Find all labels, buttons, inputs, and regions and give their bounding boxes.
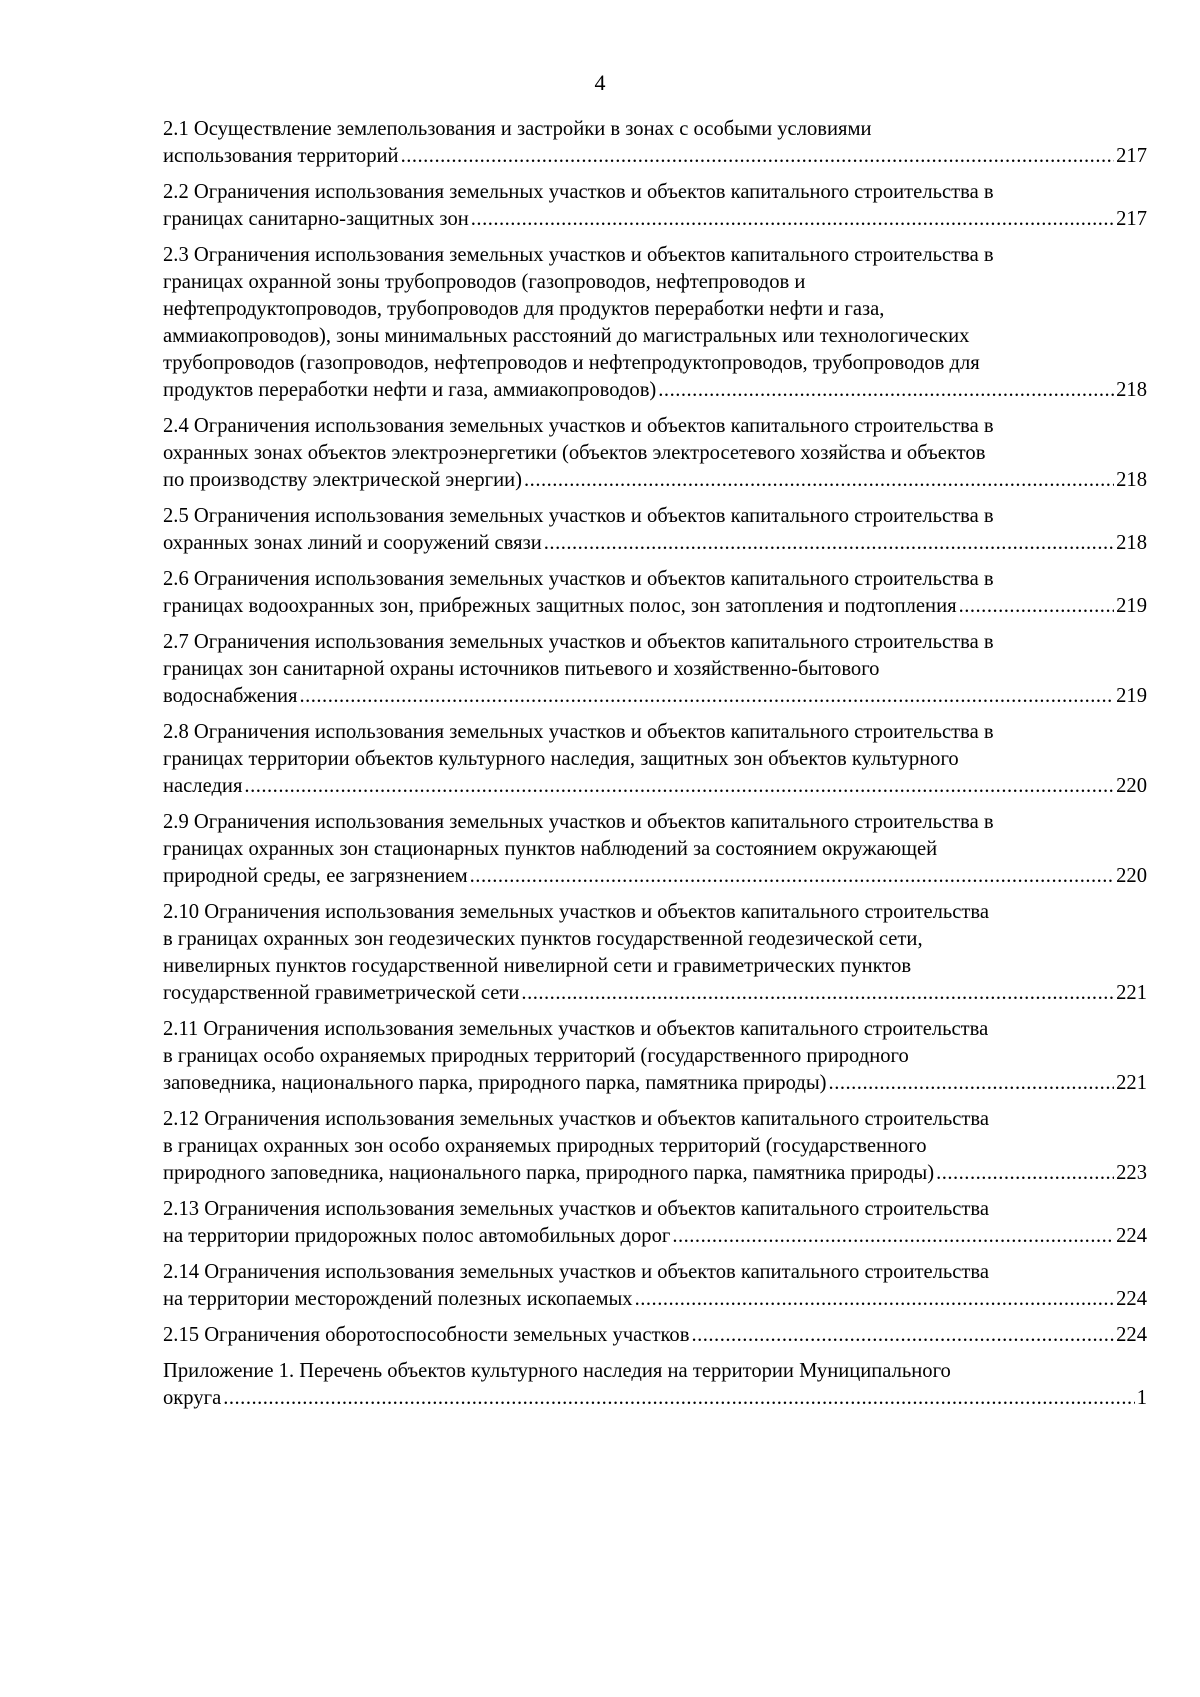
toc-entry-line: 2.8 Ограничения использования земельных участков и объектов капитального строительства в bbox=[163, 721, 994, 743]
toc-entry-text: на территории придорожных полос автомобильных дорог bbox=[163, 1225, 671, 1247]
dot-leader bbox=[658, 377, 1114, 404]
toc-entry[interactable] bbox=[163, 809, 1147, 890]
dot-leader bbox=[936, 1160, 1114, 1187]
toc-page-number: 224 bbox=[1116, 1288, 1147, 1310]
toc-page-number: 218 bbox=[1116, 532, 1147, 554]
toc-page-number: 219 bbox=[1116, 595, 1147, 617]
toc-entry-line: нефтепродуктопроводов, трубопроводов для продуктов переработки нефти и газа, bbox=[163, 298, 885, 320]
dot-leader bbox=[521, 980, 1114, 1007]
dot-leader bbox=[299, 683, 1114, 710]
toc-entry-line: охранных зонах объектов электроэнергетики (объектов электросетевого хозяйства и объектов bbox=[163, 442, 986, 464]
dot-leader bbox=[470, 863, 1114, 890]
toc-entry-text: государственной гравиметрической сети bbox=[163, 982, 520, 1004]
dot-leader bbox=[401, 143, 1115, 170]
toc-entry-last-line bbox=[163, 1322, 1147, 1349]
dot-leader bbox=[635, 1286, 1115, 1313]
toc-entry-text: заповедника, национального парка, природного парка, памятника природы) bbox=[163, 1072, 827, 1094]
toc-entry-last-line bbox=[163, 1160, 1147, 1187]
toc-entry-line: границах территории объектов культурного наследия, защитных зон объектов культурного bbox=[163, 748, 959, 770]
toc-page-number: 217 bbox=[1116, 208, 1147, 230]
toc-page-number: 220 bbox=[1116, 865, 1147, 887]
toc-entry-last-line bbox=[163, 1385, 1147, 1412]
toc-entry-last-line bbox=[163, 1223, 1147, 1250]
toc-page-number: 221 bbox=[1116, 982, 1147, 1004]
dot-leader bbox=[829, 1070, 1115, 1097]
toc-page-number: 218 bbox=[1116, 469, 1147, 491]
toc-entry[interactable] bbox=[163, 1106, 1147, 1187]
toc-entry-last-line bbox=[163, 683, 1147, 710]
toc-entry-last-line bbox=[163, 530, 1147, 557]
toc-entry[interactable] bbox=[163, 503, 1147, 557]
dot-leader bbox=[544, 530, 1114, 557]
toc-entry-text: наследия bbox=[163, 775, 243, 797]
toc-entry[interactable] bbox=[163, 1322, 1147, 1349]
toc-entry[interactable] bbox=[163, 1016, 1147, 1097]
toc-entry-line: 2.10 Ограничения использования земельных участков и объектов капитального строительства bbox=[163, 901, 990, 923]
toc-entry-line: аммиакопроводов), зоны минимальных расстояний до магистральных или технологических bbox=[163, 325, 970, 347]
dot-leader bbox=[959, 593, 1115, 620]
toc-entry[interactable] bbox=[163, 899, 1147, 1007]
toc-entry-text: округа bbox=[163, 1387, 222, 1409]
toc-entry-line: нивелирных пунктов государственной нивелирной сети и гравиметрических пунктов bbox=[163, 955, 912, 977]
table-of-contents bbox=[163, 116, 1147, 1421]
toc-entry[interactable] bbox=[163, 242, 1147, 404]
toc-entry-text: продуктов переработки нефти и газа, аммиакопроводов) bbox=[163, 379, 657, 401]
toc-entry-text: границах водоохранных зон, прибрежных защитных полос, зон затопления и подтопления bbox=[163, 595, 957, 617]
toc-entry-line: границах охранных зон стационарных пунктов наблюдений за состоянием окружающей bbox=[163, 838, 938, 860]
toc-entry[interactable] bbox=[163, 1358, 1147, 1412]
toc-page-number: 224 bbox=[1116, 1324, 1147, 1346]
dot-leader bbox=[672, 1223, 1114, 1250]
toc-entry-text: природной среды, ее загрязнением bbox=[163, 865, 468, 887]
toc-entry-last-line bbox=[163, 467, 1147, 494]
toc-entry[interactable] bbox=[163, 413, 1147, 494]
toc-entry[interactable] bbox=[163, 179, 1147, 233]
toc-entry[interactable] bbox=[163, 1196, 1147, 1250]
toc-entry-line: 2.1 Осуществление землепользования и застройки в зонах с особыми условиями bbox=[163, 118, 872, 140]
toc-entry[interactable] bbox=[163, 719, 1147, 800]
toc-entry[interactable] bbox=[163, 566, 1147, 620]
toc-entry-text: на территории месторождений полезных ископаемых bbox=[163, 1288, 633, 1310]
toc-entry-last-line bbox=[163, 143, 1147, 170]
toc-entry-text: водоснабжения bbox=[163, 685, 298, 707]
toc-entry-line: в границах охранных зон особо охраняемых природных территорий (государственного bbox=[163, 1135, 927, 1157]
dot-leader bbox=[223, 1385, 1134, 1412]
toc-entry-line: в границах особо охраняемых природных территорий (государственного природного bbox=[163, 1045, 909, 1067]
toc-entry-text: границах санитарно-защитных зон bbox=[163, 208, 469, 230]
toc-entry[interactable] bbox=[163, 116, 1147, 170]
toc-entry-line: 2.6 Ограничения использования земельных участков и объектов капитального строительства в bbox=[163, 568, 994, 590]
toc-entry-line: трубопроводов (газопроводов, нефтепроводов и нефтепродуктопроводов, трубопроводов для bbox=[163, 352, 980, 374]
toc-entry-line: границах зон санитарной охраны источников питьевого и хозяйственно-бытового bbox=[163, 658, 880, 680]
toc-entry-text: природного заповедника, национального парка, природного парка, памятника природы) bbox=[163, 1162, 935, 1184]
page-number: 4 bbox=[594, 70, 606, 95]
toc-entry-line: границах охранной зоны трубопроводов (газопроводов, нефтепроводов и bbox=[163, 271, 806, 293]
toc-entry-line: 2.12 Ограничения использования земельных участков и объектов капитального строительства bbox=[163, 1108, 990, 1130]
toc-page-number: 220 bbox=[1116, 775, 1147, 797]
toc-page-number: 219 bbox=[1116, 685, 1147, 707]
toc-entry-last-line bbox=[163, 593, 1147, 620]
toc-page-number: 223 bbox=[1116, 1162, 1147, 1184]
toc-entry-line: 2.2 Ограничения использования земельных участков и объектов капитального строительства в bbox=[163, 181, 994, 203]
toc-entry-last-line bbox=[163, 1070, 1147, 1097]
dot-leader bbox=[471, 206, 1114, 233]
toc-entry-line: 2.14 Ограничения использования земельных участков и объектов капитального строительства bbox=[163, 1261, 990, 1283]
toc-entry-line: 2.9 Ограничения использования земельных участков и объектов капитального строительства в bbox=[163, 811, 994, 833]
toc-entry-line: 2.4 Ограничения использования земельных участков и объектов капитального строительства в bbox=[163, 415, 994, 437]
dot-leader bbox=[524, 467, 1114, 494]
toc-entry-line: 2.7 Ограничения использования земельных участков и объектов капитального строительства в bbox=[163, 631, 994, 653]
toc-entry-text: по производству электрической энергии) bbox=[163, 469, 523, 491]
toc-entry-last-line bbox=[163, 377, 1147, 404]
toc-entry-last-line bbox=[163, 773, 1147, 800]
toc-entry-last-line bbox=[163, 1286, 1147, 1313]
toc-page-number: 1 bbox=[1136, 1387, 1147, 1409]
toc-page-number: 224 bbox=[1116, 1225, 1147, 1247]
toc-entry-line: 2.11 Ограничения использования земельных участков и объектов капитального строительства bbox=[163, 1018, 989, 1040]
toc-entry-last-line bbox=[163, 863, 1147, 890]
toc-page-number: 218 bbox=[1116, 379, 1147, 401]
toc-entry-line: 2.5 Ограничения использования земельных участков и объектов капитального строительства в bbox=[163, 505, 994, 527]
dot-leader bbox=[691, 1322, 1114, 1349]
dot-leader bbox=[244, 773, 1114, 800]
toc-entry-last-line bbox=[163, 206, 1147, 233]
toc-entry-line: Приложение 1. Перечень объектов культурного наследия на территории Муниципального bbox=[163, 1360, 951, 1382]
toc-entry-line: 2.3 Ограничения использования земельных участков и объектов капитального строительства в bbox=[163, 244, 994, 266]
toc-entry-last-line bbox=[163, 980, 1147, 1007]
toc-entry-text: использования территорий bbox=[163, 145, 399, 167]
toc-entry-line: 2.13 Ограничения использования земельных участков и объектов капитального строительства bbox=[163, 1198, 990, 1220]
toc-entry[interactable] bbox=[163, 629, 1147, 710]
toc-entry[interactable] bbox=[163, 1259, 1147, 1313]
toc-page-number: 221 bbox=[1116, 1072, 1147, 1094]
toc-entry-text: охранных зонах линий и сооружений связи bbox=[163, 532, 542, 554]
toc-entry-text: 2.15 Ограничения оборотоспособности земельных участков bbox=[163, 1324, 690, 1346]
toc-entry-line: в границах охранных зон геодезических пунктов государственной геодезической сети, bbox=[163, 928, 923, 950]
toc-page-number: 217 bbox=[1116, 145, 1147, 167]
